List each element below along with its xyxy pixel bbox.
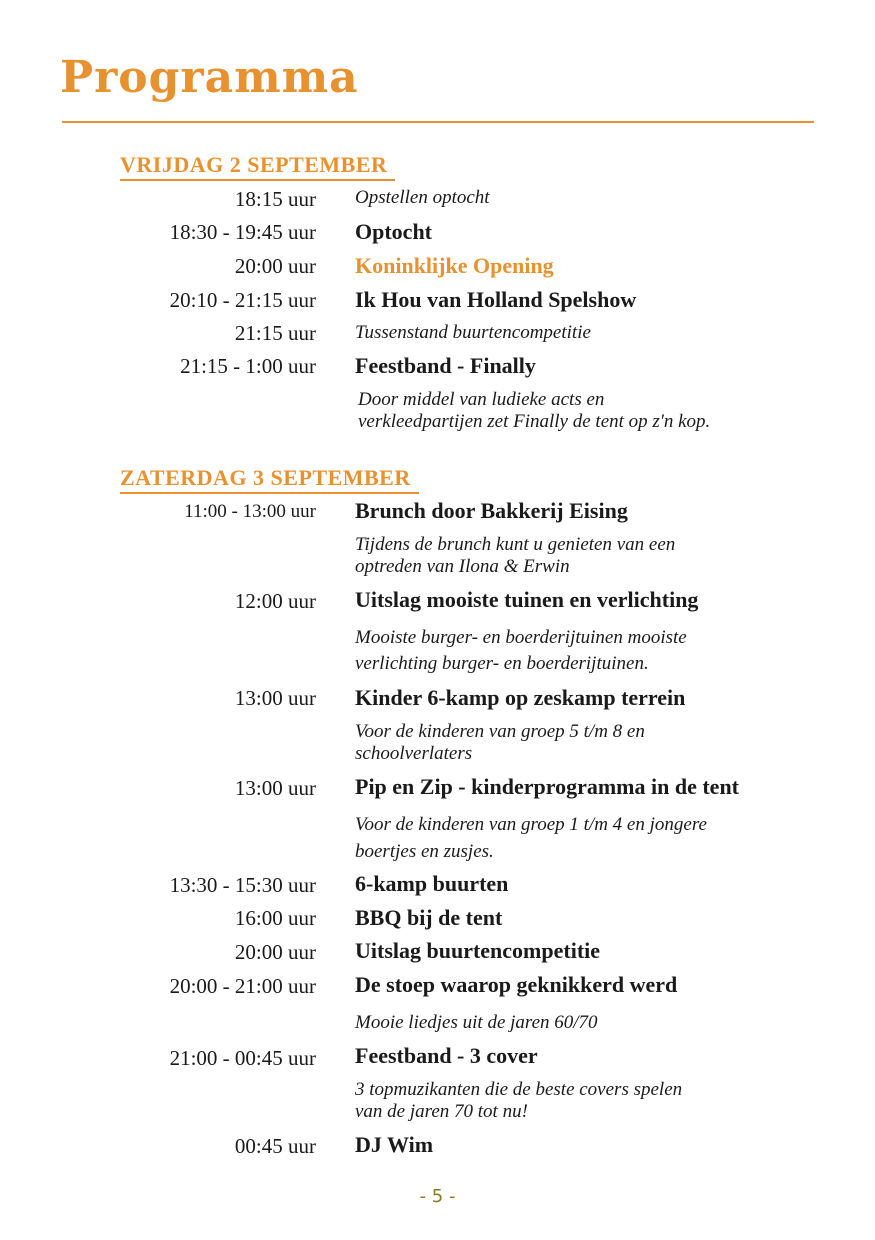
- event-time: 13:00 uur: [234, 686, 316, 710]
- event-title: Uitslag mooiste tuinen en verlichting: [355, 587, 699, 612]
- event-description: boertjes en zusjes.: [355, 841, 494, 862]
- event-time: 12:00 uur: [234, 589, 316, 613]
- page-title: Programma: [60, 52, 359, 103]
- event-title: Tussenstand buurtencompetitie: [355, 322, 591, 343]
- event-description: van de jaren 70 tot nu!: [355, 1101, 528, 1122]
- event-description: verkleedpartijen zet Finally de tent op z'n kop.: [358, 411, 711, 432]
- event-title: Ik Hou van Holland Spelshow: [355, 287, 637, 312]
- event-title-highlight: Koninklijke Opening: [355, 253, 554, 278]
- day-heading-friday: VRIJDAG 2 SEPTEMBER: [120, 151, 395, 181]
- event-time: 20:00 uur: [234, 940, 316, 964]
- event-time: 18:15 uur: [234, 187, 316, 211]
- event-time: 20:10 - 21:15 uur: [169, 288, 316, 312]
- event-title: Kinder 6-kamp op zeskamp terrein: [355, 685, 686, 710]
- event-time: 11:00 - 13:00 uur: [184, 501, 316, 522]
- event-time: 21:00 - 00:45 uur: [169, 1046, 316, 1070]
- event-title: Optocht: [355, 219, 432, 244]
- event-time: 00:45 uur: [234, 1134, 316, 1158]
- event-description: Mooiste burger- en boerderijtuinen mooiste: [355, 627, 687, 648]
- event-time: 13:00 uur: [234, 776, 316, 800]
- event-time: 18:30 - 19:45 uur: [169, 220, 316, 244]
- event-description: Voor de kinderen van groep 5 t/m 8 en: [355, 721, 645, 742]
- event-title: Brunch door Bakkerij Eising: [355, 498, 628, 523]
- event-time: 13:30 - 15:30 uur: [169, 873, 316, 897]
- event-time: 21:15 uur: [234, 321, 316, 345]
- event-title: De stoep waarop geknikkerd werd: [355, 972, 678, 997]
- event-time: 16:00 uur: [234, 906, 316, 930]
- event-title: BBQ bij de tent: [355, 905, 503, 930]
- event-time: 21:15 - 1:00 uur: [180, 354, 316, 378]
- event-description: Door middel van ludieke acts en: [358, 389, 605, 410]
- event-time: 20:00 uur: [234, 254, 316, 278]
- event-title: Uitslag buurtencompetitie: [355, 938, 601, 963]
- event-title: Pip en Zip - kinderprogramma in de tent: [355, 774, 740, 799]
- event-title: 6-kamp buurten: [355, 871, 509, 896]
- event-description: Mooie liedjes uit de jaren 60/70: [355, 1012, 598, 1033]
- page-number: - 5 -: [419, 1186, 456, 1207]
- event-description: Voor de kinderen van groep 1 t/m 4 en jongere: [355, 814, 707, 835]
- event-time: 20:00 - 21:00 uur: [169, 974, 316, 998]
- event-description: verlichting burger- en boerderijtuinen.: [355, 653, 649, 674]
- title-divider: [62, 121, 814, 123]
- event-description: 3 topmuzikanten die de beste covers spelen: [355, 1079, 683, 1100]
- event-description: Tijdens de brunch kunt u genieten van een: [355, 534, 676, 555]
- day-heading-saturday: ZATERDAG 3 SEPTEMBER: [120, 464, 419, 494]
- event-title: Opstellen optocht: [355, 187, 490, 208]
- event-description: optreden van Ilona & Erwin: [355, 556, 570, 577]
- event-title: Feestband - 3 cover: [355, 1043, 538, 1068]
- event-description: schoolverlaters: [355, 743, 473, 764]
- event-title: Feestband - Finally: [355, 353, 536, 378]
- event-title: DJ Wim: [355, 1132, 434, 1157]
